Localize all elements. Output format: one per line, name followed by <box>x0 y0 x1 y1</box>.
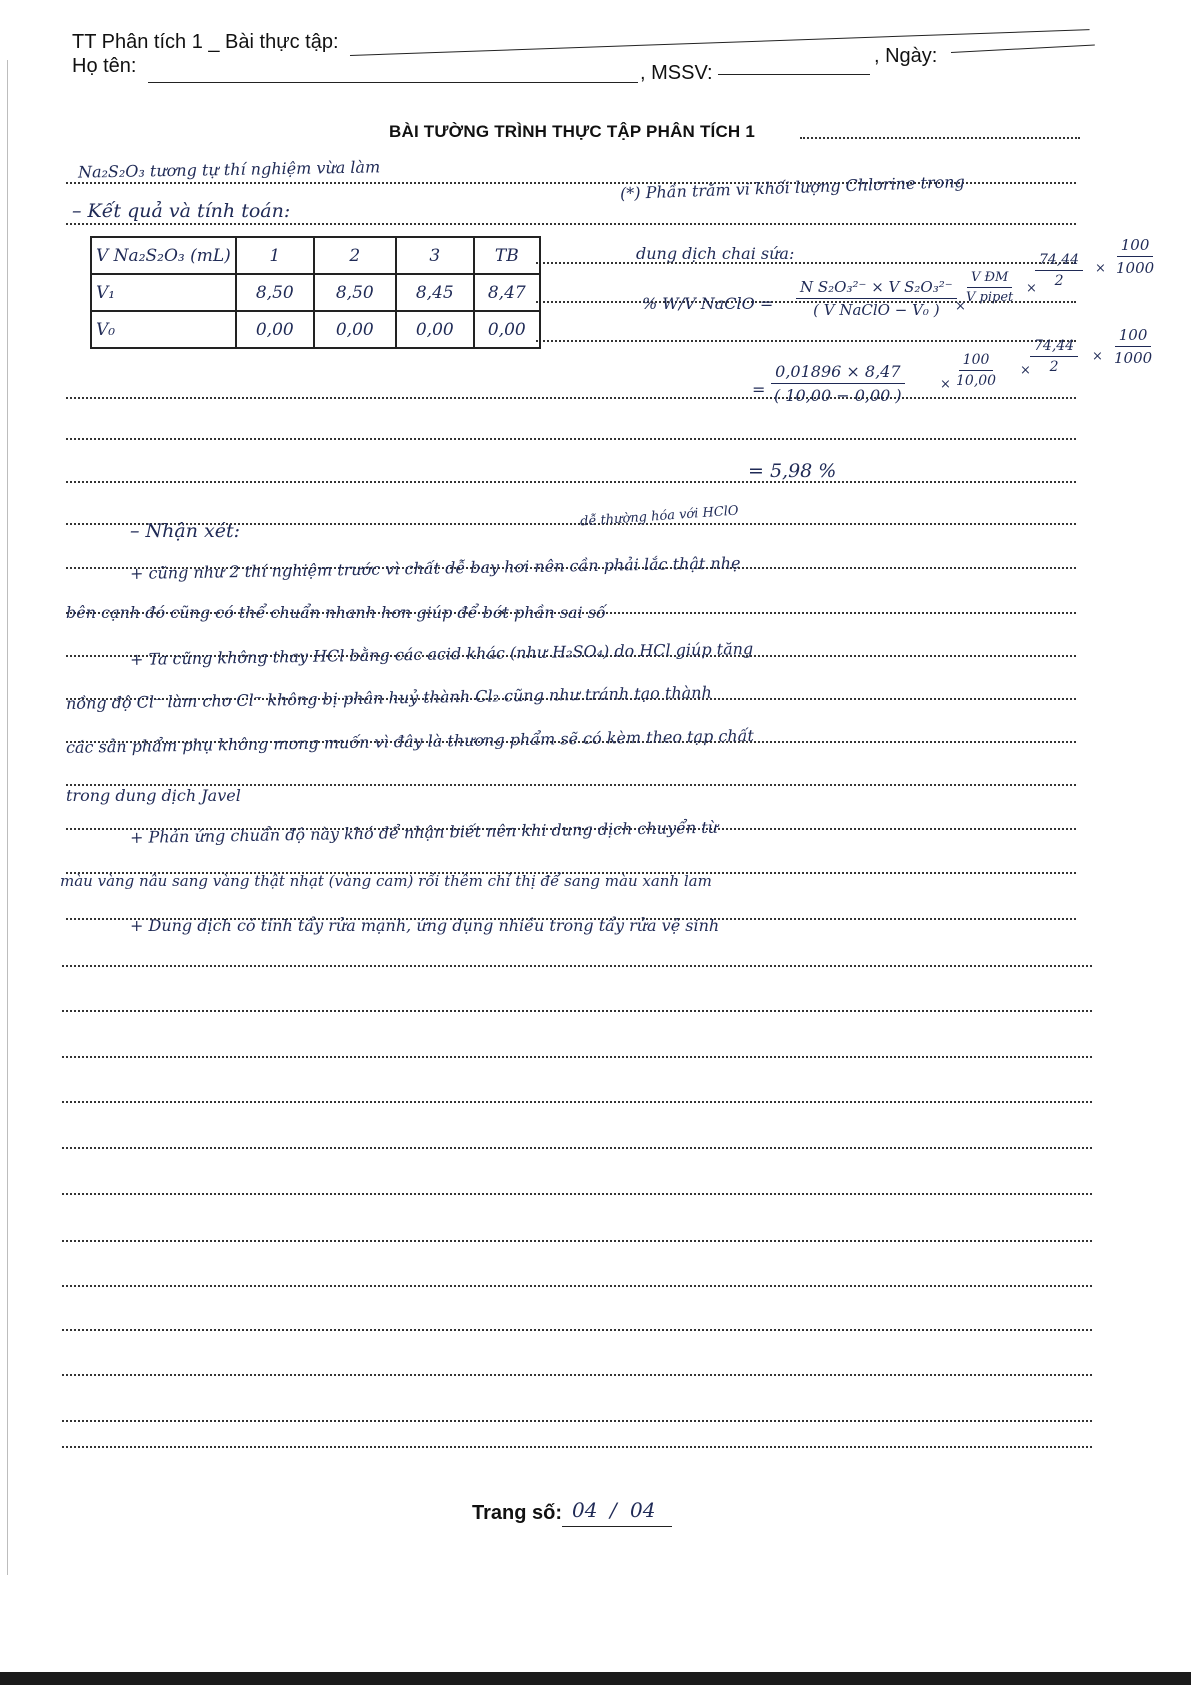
fraction-denominator: ( V NaClO − V₀ ) <box>813 301 940 319</box>
name-blank[interactable] <box>148 82 638 83</box>
date-blank[interactable] <box>951 44 1095 53</box>
table-cell: 0,00 <box>396 311 474 348</box>
page-number-underline <box>562 1526 672 1527</box>
remarks-heading: – Nhận xét: <box>130 520 241 542</box>
remarks-line: + Ta cũng không thay HCl bằng các acid khác (như H₂SO₄) do HCl giúp tăng <box>129 639 754 669</box>
ruled-line <box>66 438 1076 440</box>
table-row <box>91 311 540 348</box>
table-cell: V₁ <box>91 274 236 311</box>
formula-fraction-1 <box>796 278 957 319</box>
fraction-denominator: V pipet <box>966 290 1014 305</box>
substitution-fraction-3 <box>1030 338 1078 375</box>
substitution-equals: = <box>752 380 766 399</box>
ruled-line <box>62 1446 1092 1448</box>
remarks-line: màu vàng nâu sang vàng thật nhạt (vàng cam) rồi thêm chỉ thị để sang màu xanh lam <box>60 872 712 890</box>
fraction-numerator: 100 <box>959 352 994 371</box>
ruled-line <box>536 340 1076 342</box>
ruled-line <box>66 397 1076 399</box>
table-header-cell: V Na₂S₂O₃ (mL) <box>91 237 236 274</box>
formula-fraction-2 <box>962 270 1017 305</box>
times-sign: × <box>1020 363 1031 378</box>
table-header-row <box>91 237 540 274</box>
ruled-line <box>62 1240 1092 1242</box>
report-title: BÀI TƯỜNG TRÌNH THỰC TẬP PHÂN TÍCH 1 <box>389 122 755 141</box>
scan-edge <box>0 1672 1191 1685</box>
ruled-line <box>66 223 1076 225</box>
fraction-numerator: V ĐM <box>967 270 1012 288</box>
table-header-cell: 3 <box>396 237 474 274</box>
times-sign: × <box>955 299 966 314</box>
fraction-numerator: 74,44 <box>1035 252 1083 271</box>
ruled-line <box>62 1193 1092 1195</box>
substitution-fraction-1 <box>770 362 906 405</box>
fraction-numerator: 100 <box>1115 326 1152 347</box>
table-cell: 0,00 <box>474 311 540 348</box>
calc-heading-1: (*) Phần trăm vi khối lượng Chlorine trong <box>619 171 966 204</box>
intro-line: Na₂S₂O₃ tương tự thí nghiệm vừa làm <box>77 157 381 182</box>
ruled-line <box>800 137 1080 139</box>
ruled-line <box>62 1056 1092 1058</box>
ruled-line <box>66 481 1076 483</box>
table-cell: V₀ <box>91 311 236 348</box>
fraction-numerator: N S₂O₃²⁻ × V S₂O₃²⁻ <box>796 278 957 299</box>
ruled-line <box>62 1101 1092 1103</box>
fraction-denominator: 2 <box>1054 273 1064 289</box>
page-total: 04 <box>630 1498 656 1522</box>
substitution-fraction-2 <box>952 352 1000 389</box>
table-cell: 8,45 <box>396 274 474 311</box>
remarks-line: + Dung dịch có tính tẩy rửa mạnh, ứng dụng nhiều trong tẩy rửa vệ sinh <box>130 916 720 935</box>
formula-fraction-3 <box>1035 252 1083 289</box>
ruled-line <box>62 1329 1092 1331</box>
fraction-denominator: ( 10,00 − 0,00 ) <box>774 386 902 405</box>
date-label: , Ngày: <box>874 45 938 67</box>
table-cell: 0,00 <box>236 311 314 348</box>
calc-result: = 5,98 % <box>748 460 837 482</box>
fraction-numerator: 74,44 <box>1030 338 1078 357</box>
results-heading: – Kết quả và tính toán: <box>72 200 291 222</box>
page-number-label: Trang số: <box>472 1502 563 1524</box>
course-label: TT Phân tích 1 _ Bài thực tập: <box>72 31 339 53</box>
calc-heading-2: dung dịch chai sứa: <box>636 244 795 263</box>
page-separator: / <box>610 1498 617 1522</box>
remarks-line: bên cạnh đó cũng có thể chuẩn nhanh hơn giúp để bớt phần sai số <box>66 603 606 622</box>
times-sign: × <box>1026 281 1037 296</box>
mssv-label: , MSSV: <box>640 62 713 84</box>
table-header-cell: TB <box>474 237 540 274</box>
ruled-line <box>62 1147 1092 1149</box>
formula-label: % W/V NaClO = <box>642 294 774 313</box>
table-row <box>91 274 540 311</box>
formula-fraction-4 <box>1112 236 1158 277</box>
substitution-fraction-4 <box>1110 326 1156 367</box>
remarks-line: các sản phẩm phụ không mong muốn vì đây là thương phẩm sẽ có kèm theo tạp chất <box>65 725 755 757</box>
fraction-denominator: 2 <box>1049 359 1059 375</box>
fraction-numerator: 100 <box>1117 236 1154 257</box>
results-table <box>90 236 541 349</box>
ruled-line <box>62 1285 1092 1287</box>
fraction-numerator: 0,01896 × 8,47 <box>771 362 904 384</box>
table-cell: 8,47 <box>474 274 540 311</box>
page-margin-line <box>7 60 8 1575</box>
table-cell: 0,00 <box>314 311 396 348</box>
ruled-line <box>62 965 1092 967</box>
remarks-insert-note: dễ thường hóa với HClO <box>579 503 740 530</box>
table-header-cell: 2 <box>314 237 396 274</box>
fraction-denominator: 1000 <box>1114 349 1153 367</box>
remarks-line: + cũng như 2 thí nghiệm trước vì chất dễ bay hơi nên cần phải lắc thật nhẹ <box>129 553 741 583</box>
ruled-line <box>62 1010 1092 1012</box>
table-header-cell: 1 <box>236 237 314 274</box>
fraction-denominator: 10,00 <box>956 373 997 389</box>
times-sign: × <box>1095 261 1106 276</box>
name-label: Họ tên: <box>72 55 137 77</box>
table-cell: 8,50 <box>314 274 396 311</box>
remarks-line: nồng độ Cl⁻ làm cho Cl⁻ không bị phân huỷ thành Cl₂ cũng như tránh tạo thành <box>65 682 712 713</box>
page-number: 04 <box>572 1498 598 1522</box>
ruled-line <box>62 1420 1092 1422</box>
remarks-line: trong dung dịch Javel <box>66 786 241 805</box>
ruled-line <box>62 1374 1092 1376</box>
times-sign: × <box>1092 349 1103 364</box>
remarks-line: + Phản ứng chuẩn độ này khó để nhận biết nên khi dung dịch chuyển từ <box>129 817 719 847</box>
lab-title-blank[interactable] <box>350 29 1090 56</box>
times-sign: × <box>940 377 951 392</box>
fraction-denominator: 1000 <box>1116 259 1155 277</box>
mssv-blank[interactable] <box>718 74 870 75</box>
ruled-line <box>536 262 1076 264</box>
table-cell: 8,50 <box>236 274 314 311</box>
